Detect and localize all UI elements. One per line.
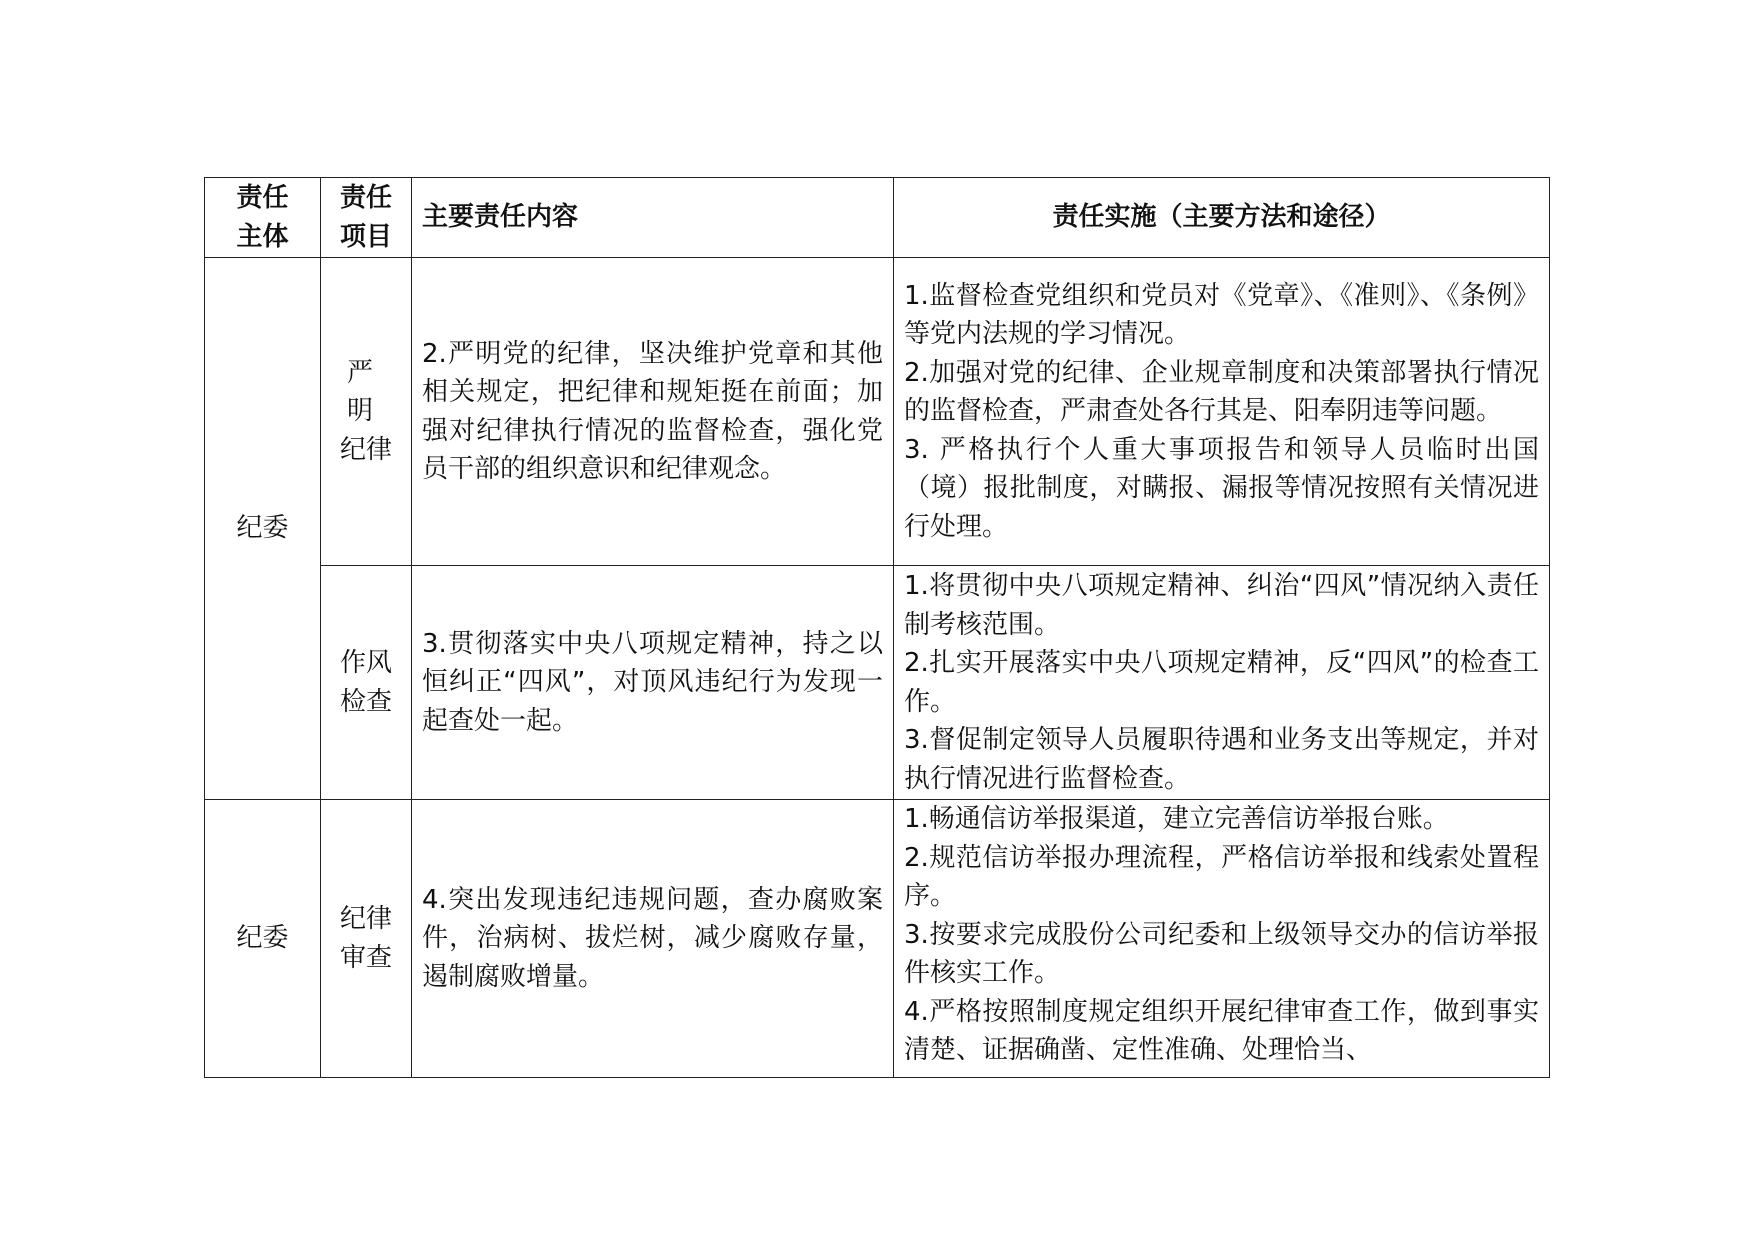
method-item: 2.加强对党的纪律、企业规章制度和决策部署执行情况的监督检查，严肃查处各行其是、阳奉阴违等问题。 <box>904 357 1539 427</box>
content-cell: 3.贯彻落实中央八项规定精神，持之以恒纠正“四风”，对顶风违纪行为发现一起查处一起。 <box>412 566 894 800</box>
method-item: 3. 严格执行个人重大事项报告和领导人员临时出国（境）报批制度，对瞒报、漏报等情况按照有关情况进行处理。 <box>904 434 1539 542</box>
header-method: 责任实施（主要方法和途径） <box>894 178 1550 258</box>
method-cell <box>894 800 1550 1078</box>
method-item: 2.扎实开展落实中央八项规定精神，反“四风”的检查工作。 <box>904 648 1539 717</box>
method-item: 3.按要求完成股份公司纪委和上级领导交办的信访举报件核实工作。 <box>904 919 1539 988</box>
header-content: 主要责任内容 <box>412 178 894 258</box>
method-cell <box>894 566 1550 800</box>
content-cell: 4.突出发现违纪违规问题，查办腐败案件，治病树、拔烂树，减少腐败存量，遏制腐败增量。 <box>412 800 894 1078</box>
method-cell <box>894 258 1550 566</box>
method-list <box>904 800 1539 1070</box>
subject-cell: 纪委 <box>205 258 321 800</box>
method-item: 1.畅通信访举报渠道，建立完善信访举报台账。 <box>904 804 1449 834</box>
method-item: 3.督促制定领导人员履职待遇和业务支出等规定，并对执行情况进行监督检查。 <box>904 725 1539 794</box>
item-cell: 严 明 纪律 <box>321 258 412 566</box>
subject-cell: 纪委 <box>205 800 321 1078</box>
method-item: 1.监督检查党组织和党员对《党章》、《准则》、《条例》等党内法规的学习情况。 <box>904 280 1539 350</box>
method-item: 1.将贯彻中央八项规定精神、纠治“四风”情况纳入责任制考核范围。 <box>904 571 1539 640</box>
responsibility-table <box>204 177 1550 1078</box>
method-item: 2.规范信访举报办理流程，严格信访举报和线索处置程序。 <box>904 842 1539 911</box>
header-item: 责任 项目 <box>321 178 412 258</box>
header-subject: 责任 主体 <box>205 178 321 258</box>
item-cell: 作风 检查 <box>321 566 412 800</box>
content-cell: 2.严明党的纪律，坚决维护党章和其他相关规定，把纪律和规矩挺在前面；加强对纪律执行情况的监督检查，强化党员干部的组织意识和纪律观念。 <box>412 258 894 566</box>
item-cell: 纪律 审查 <box>321 800 412 1078</box>
method-item: 4.严格按照制度规定组织开展纪律审查工作，做到事实清楚、证据确凿、定性准确、处理恰当、 <box>904 996 1539 1065</box>
table-row <box>205 566 1550 800</box>
table-row <box>205 800 1550 1078</box>
table-header-row <box>205 178 1550 258</box>
table-row <box>205 258 1550 566</box>
